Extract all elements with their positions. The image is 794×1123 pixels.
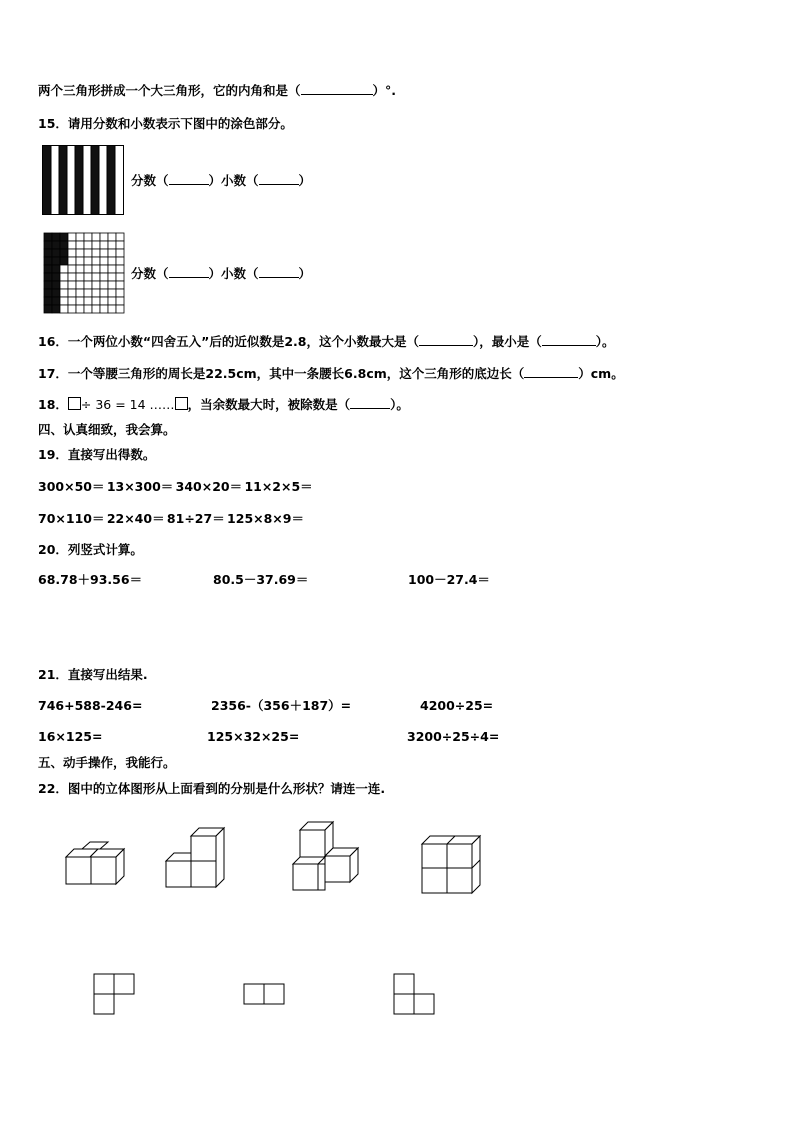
q18-expression: ÷ 36 = 14 …… xyxy=(80,397,175,412)
grid-cell-shaded xyxy=(44,257,52,265)
grid-cell xyxy=(92,297,100,305)
decimal-blank-1[interactable] xyxy=(259,172,299,185)
grid-cell-shaded xyxy=(44,273,52,281)
grid-cell-shaded xyxy=(52,233,60,241)
grid-cell xyxy=(68,249,76,257)
grid-cell xyxy=(116,241,124,249)
grid-cell-shaded xyxy=(52,257,60,265)
grid-cell-shaded xyxy=(44,281,52,289)
grid-cell-shaded xyxy=(44,265,52,273)
q14-answer-blank[interactable] xyxy=(301,82,373,95)
grid-cell xyxy=(116,281,124,289)
grid-cell xyxy=(108,281,116,289)
grid-cell xyxy=(84,265,92,273)
grid-cell xyxy=(100,281,108,289)
q20-item-2: 80.5－37.69＝ xyxy=(213,572,309,587)
q16-max-blank[interactable] xyxy=(419,333,473,346)
grid-cell xyxy=(116,273,124,281)
grid-cell xyxy=(92,281,100,289)
grid-cell xyxy=(76,305,84,313)
grid-cell-shaded xyxy=(52,289,60,297)
grid-cell xyxy=(100,289,108,297)
q17-text-end: ）cm。 xyxy=(578,366,624,381)
fraction-blank-1[interactable] xyxy=(169,172,209,185)
grid-cell xyxy=(84,305,92,313)
grid-cell xyxy=(108,257,116,265)
grid-cell xyxy=(108,273,116,281)
q18 xyxy=(38,396,409,413)
top-view-shape-2[interactable] xyxy=(243,983,288,1007)
grid-cell-shaded xyxy=(44,297,52,305)
q18-text-end: ）。 xyxy=(390,397,409,412)
grid-cell xyxy=(76,297,84,305)
grid-cell xyxy=(108,241,116,249)
striped-rectangle-figure xyxy=(42,145,124,215)
grid-cell xyxy=(100,257,108,265)
grid-cell-shaded xyxy=(52,273,60,281)
grid-cell xyxy=(76,249,84,257)
grid-cell-shaded xyxy=(52,305,60,313)
q15-row2 xyxy=(131,265,311,282)
q21-r2-c3: 3200÷25÷4= xyxy=(407,729,500,744)
grid-cell xyxy=(68,305,76,313)
grid-cell xyxy=(76,273,84,281)
q18-text: ，当余数最大时，被除数是（ xyxy=(187,397,351,412)
grid-cell xyxy=(116,289,124,297)
q14-text: 两个三角形拼成一个大三角形，它的内角和是（ xyxy=(38,83,301,98)
grid-cell xyxy=(92,233,100,241)
grid-cell xyxy=(108,249,116,257)
q16-text: 16．一个两位小数“四舍五入”后的近似数是2.8，这个小数最大是（ xyxy=(38,334,419,349)
grid-cell xyxy=(68,297,76,305)
q20-item-3: 100－27.4＝ xyxy=(408,572,490,587)
q21-r1-c3: 4200÷25= xyxy=(420,698,494,713)
grid-cell xyxy=(116,305,124,313)
grid-cell xyxy=(92,265,100,273)
q21-r1-c2: 2356-（356＋187）= xyxy=(211,698,352,713)
grid-cell-shaded xyxy=(52,297,60,305)
q16-text-mid: ），最小是（ xyxy=(472,334,542,349)
section-5-heading: 五、动手操作，我能行。 xyxy=(38,755,176,770)
grid-cell xyxy=(100,273,108,281)
grid-cell xyxy=(60,273,68,281)
q16-min-blank[interactable] xyxy=(542,333,596,346)
grid-cell-shaded xyxy=(52,241,60,249)
q17-text: 17．一个等腰三角形的周长是22.5cm，其中一条腰长6.8cm，这个三角形的底边长（ xyxy=(38,366,525,381)
grid-cell-shaded xyxy=(52,281,60,289)
grid-cell-shaded xyxy=(60,241,68,249)
grid-cell xyxy=(76,241,84,249)
grid-cell-shaded xyxy=(44,241,52,249)
decimal-label: ）小数（ xyxy=(208,266,259,281)
grid-cell xyxy=(76,289,84,297)
grid-cell xyxy=(116,249,124,257)
grid-cell-shaded xyxy=(52,249,60,257)
hundred-grid-figure xyxy=(43,232,125,314)
grid-cell xyxy=(68,241,76,249)
q21-title: 21．直接写出结果. xyxy=(38,667,148,682)
grid-cell-shaded xyxy=(44,233,52,241)
remainder-box[interactable] xyxy=(175,397,188,410)
fraction-blank-2[interactable] xyxy=(169,265,209,278)
grid-cell xyxy=(84,273,92,281)
grid-cell xyxy=(68,273,76,281)
grid-cell xyxy=(68,233,76,241)
grid-cell xyxy=(92,249,100,257)
grid-cell xyxy=(116,257,124,265)
grid-cell xyxy=(84,233,92,241)
grid-cell-shaded xyxy=(60,257,68,265)
grid-cell xyxy=(84,281,92,289)
grid-cell xyxy=(108,233,116,241)
grid-cell xyxy=(92,305,100,313)
fraction-label: 分数（ xyxy=(131,266,169,281)
q15-row1 xyxy=(131,172,311,189)
grid-cell xyxy=(76,265,84,273)
q18-answer-blank[interactable] xyxy=(350,396,390,409)
q16 xyxy=(38,333,615,350)
grid-cell-shaded xyxy=(44,305,52,313)
grid-cell xyxy=(108,305,116,313)
grid-cell xyxy=(92,273,100,281)
q20-title: 20．列竖式计算。 xyxy=(38,542,143,557)
q22-title: 22．图中的立体图形从上面看到的分别是什么形状？请连一连. xyxy=(38,781,386,796)
q14-tail xyxy=(38,82,396,99)
grid-cell xyxy=(100,305,108,313)
q15-title: 15．请用分数和小数表示下图中的涂色部分。 xyxy=(38,116,293,131)
grid-cell xyxy=(84,249,92,257)
grid-cell xyxy=(100,249,108,257)
grid-cell xyxy=(76,281,84,289)
q21-r2-c1: 16×125= xyxy=(38,729,103,744)
solid-figure-2[interactable] xyxy=(164,826,234,891)
q21-r2-c2: 125×32×25= xyxy=(207,729,300,744)
close-paren: ） xyxy=(298,266,312,281)
q17-answer-blank[interactable] xyxy=(524,365,578,378)
grid-cell xyxy=(60,281,68,289)
q20-item-1: 68.78＋93.56＝ xyxy=(38,572,143,587)
grid-cell xyxy=(116,297,124,305)
grid-cell xyxy=(84,289,92,297)
decimal-label: ）小数（ xyxy=(208,173,259,188)
q17 xyxy=(38,365,624,382)
grid-cell xyxy=(60,305,68,313)
grid-cell xyxy=(60,297,68,305)
q14-text-end: ）°. xyxy=(372,83,397,98)
decimal-blank-2[interactable] xyxy=(259,265,299,278)
q19-row2: 70×110＝ 22×40＝ 81÷27＝ 125×8×9＝ xyxy=(38,511,304,526)
grid-cell xyxy=(108,289,116,297)
grid-cell xyxy=(76,233,84,241)
grid-cell xyxy=(100,265,108,273)
grid-cell-shaded xyxy=(60,233,68,241)
grid-cell xyxy=(100,233,108,241)
grid-cell xyxy=(100,297,108,305)
close-paren: ） xyxy=(298,173,312,188)
top-view-shape-3[interactable] xyxy=(393,973,438,1017)
solid-figure-4[interactable] xyxy=(420,834,485,896)
grid-cell xyxy=(68,257,76,265)
grid-cell xyxy=(84,241,92,249)
grid-cell xyxy=(108,297,116,305)
solid-figure-1[interactable] xyxy=(60,840,130,890)
grid-cell-shaded xyxy=(44,249,52,257)
q19-title: 19．直接写出得数。 xyxy=(38,447,156,462)
grid-cell xyxy=(60,289,68,297)
grid-cell xyxy=(84,297,92,305)
q21-r1-c1: 746+588-246= xyxy=(38,698,143,713)
grid-cell xyxy=(92,257,100,265)
grid-cell xyxy=(68,265,76,273)
grid-cell xyxy=(92,289,100,297)
top-view-shape-1[interactable] xyxy=(93,973,138,1017)
grid-cell xyxy=(92,241,100,249)
q16-text-end: ）。 xyxy=(595,334,615,349)
grid-cell-shaded xyxy=(44,289,52,297)
grid-cell xyxy=(116,233,124,241)
grid-cell-shaded xyxy=(60,249,68,257)
grid-cell xyxy=(108,265,116,273)
grid-cell xyxy=(76,257,84,265)
grid-cell xyxy=(84,257,92,265)
q19-row1: 300×50＝ 13×300＝ 340×20＝ 11×2×5＝ xyxy=(38,479,313,494)
section-4-heading: 四、认真细致，我会算。 xyxy=(38,422,176,437)
q18-number: 18． xyxy=(38,397,68,412)
solid-figure-3[interactable] xyxy=(290,820,365,892)
grid-cell xyxy=(60,265,68,273)
grid-cell-shaded xyxy=(52,265,60,273)
grid-cell xyxy=(100,241,108,249)
fraction-label: 分数（ xyxy=(131,173,169,188)
grid-cell xyxy=(116,265,124,273)
grid-cell xyxy=(68,289,76,297)
grid-cell xyxy=(68,281,76,289)
dividend-box[interactable] xyxy=(68,397,81,410)
